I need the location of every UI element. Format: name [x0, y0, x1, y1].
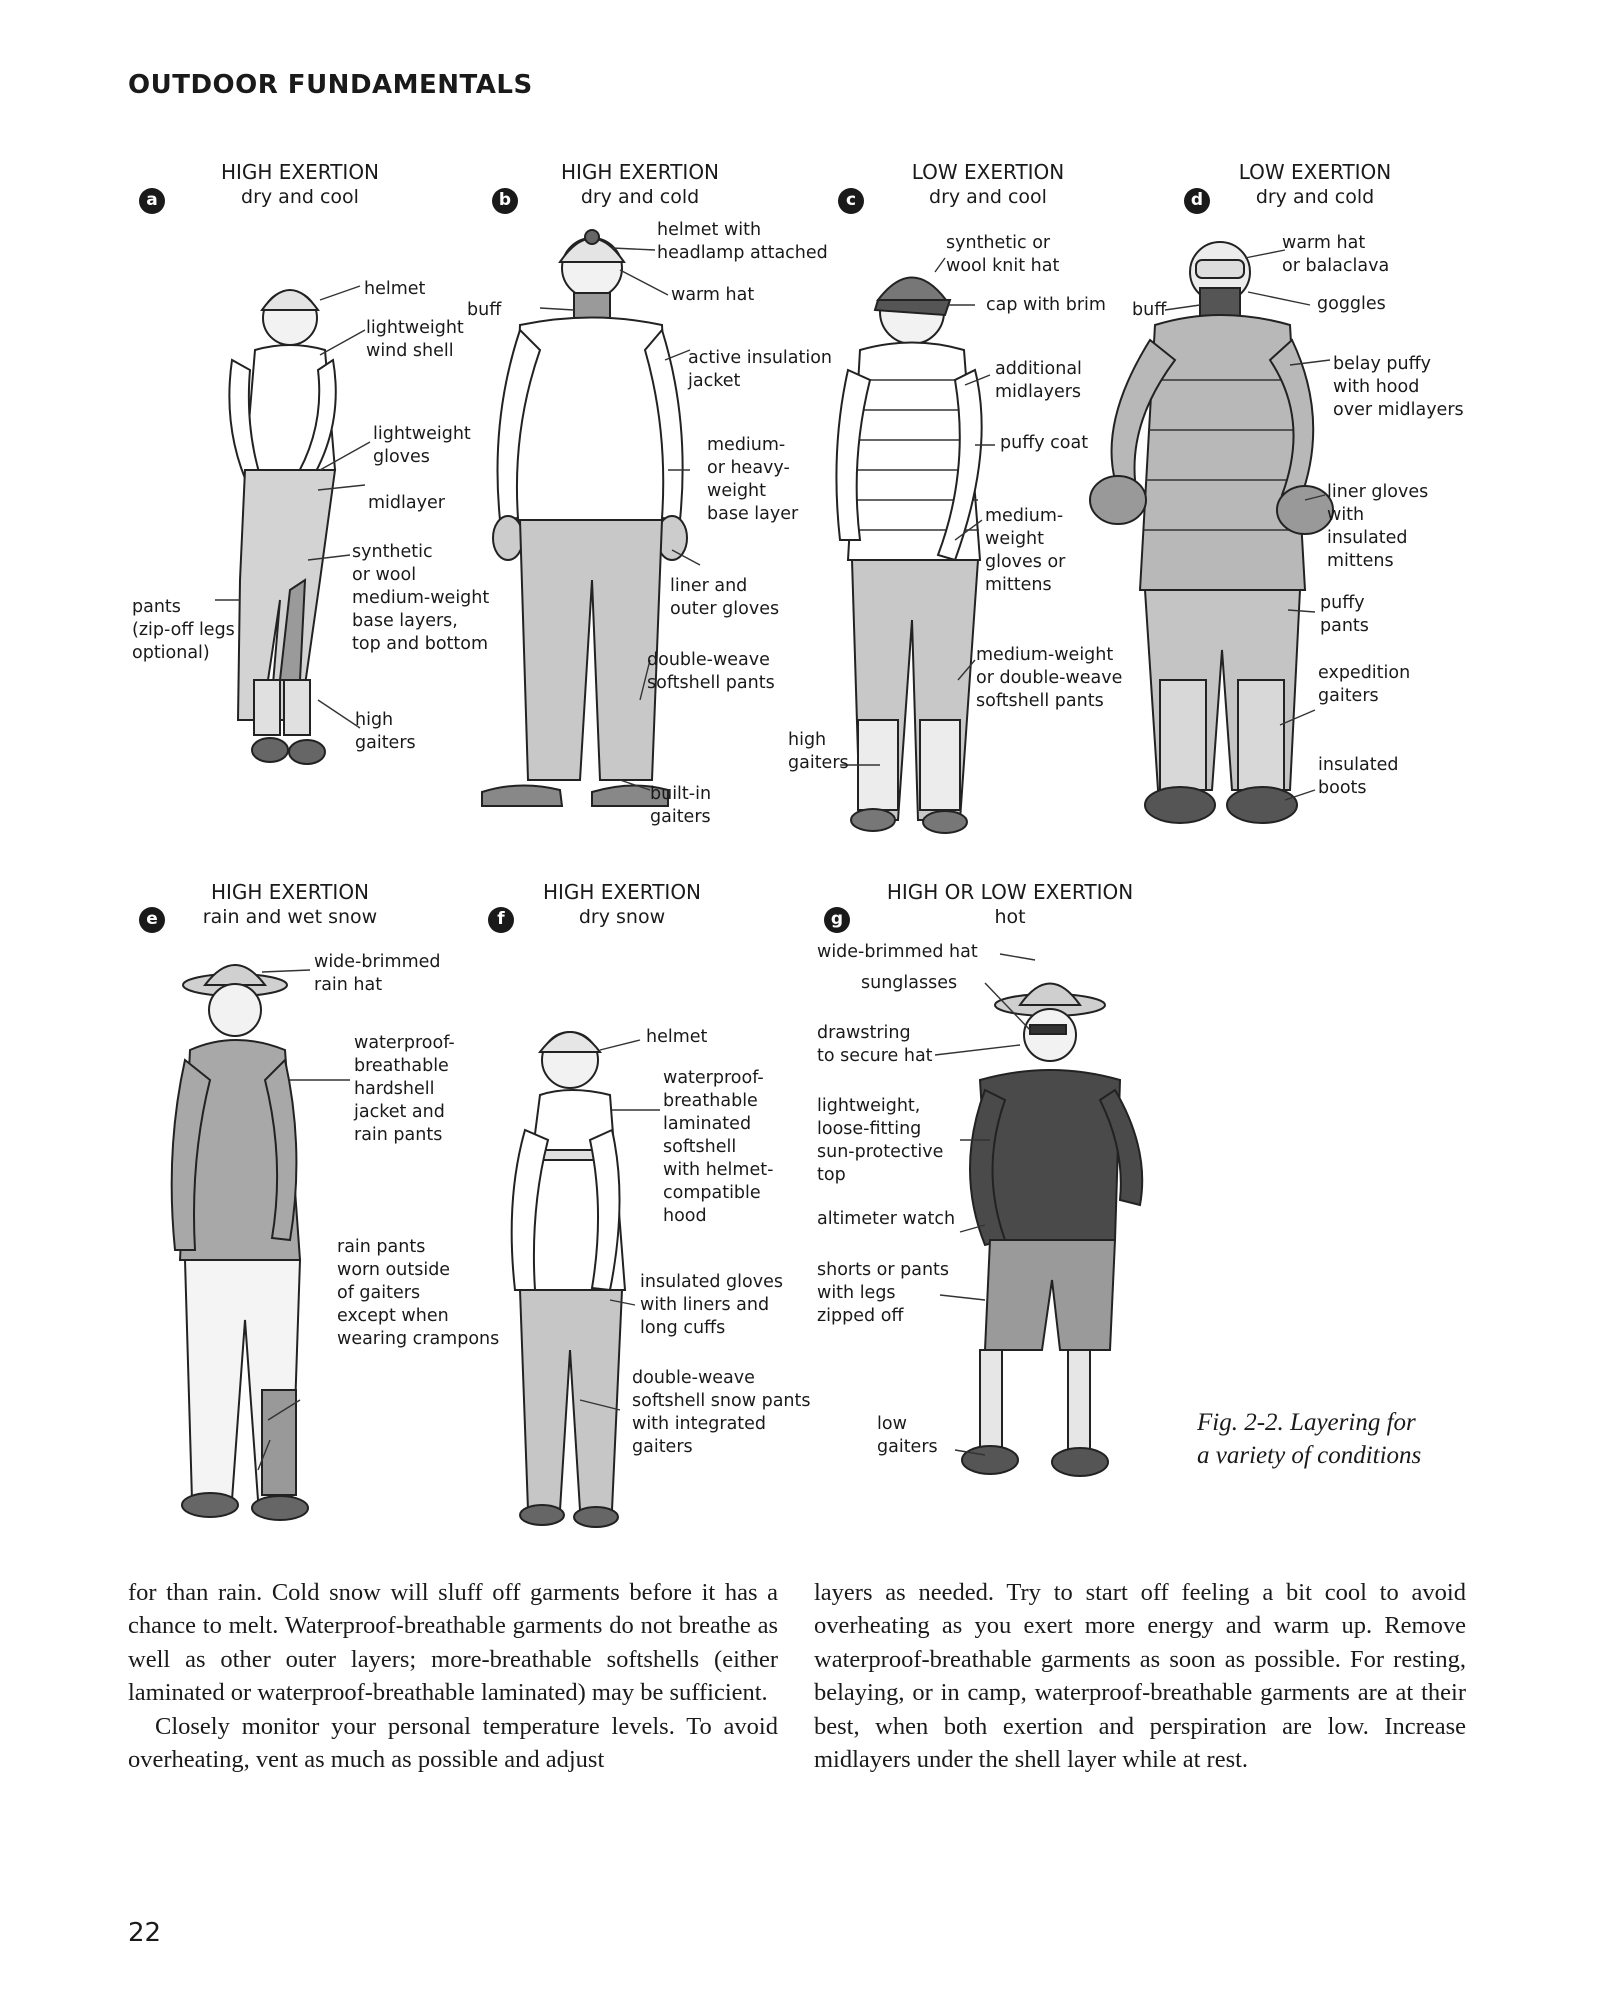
person-e-illustration	[172, 965, 308, 1520]
callout-label: synthetic or wool medium-weight base layers, top and bottom	[352, 542, 490, 654]
callout-label: medium-weight or double-weave softshell pants	[976, 645, 1123, 711]
callout-label: active insulation jacket	[688, 348, 833, 391]
panel-d-title: LOW EXERTION	[1238, 160, 1392, 184]
callout-label: waterproof- breathable hardshell jacket and rain pants	[354, 1033, 455, 1145]
panel-d-subtitle: dry and cold	[1255, 186, 1375, 208]
panel-f-subtitle: dry snow	[578, 906, 666, 928]
callout-label: goggles	[1317, 294, 1386, 314]
panel-e-subtitle: rain and wet snow	[202, 906, 378, 928]
callout-label: wide-brimmed rain hat	[314, 952, 441, 995]
callout-label: liner and outer gloves	[670, 576, 780, 619]
body-paragraph: layers as needed. Try to start off feeling a bit cool to avoid overheating as you exert more energy and warm up. Remove waterproof-breathable garments as soon as possible. For resting, belaying, or in camp, waterproof-breathable garments are at their best, when both exertion and perspiration are low. Increase midlayers under the shell layer while at rest.	[814, 1579, 1466, 1774]
panel-e-badge: e	[139, 907, 165, 933]
panel-e-title: HIGH EXERTION	[210, 880, 370, 904]
body-paragraph: for than rain. Cold snow will sluff off garments before it has a chance to melt. Waterproof-breathable garments do not breathe as well as other outer layers; more-breathable softshells (either laminated or waterproof-breathable laminated) may be sufficient.	[128, 1579, 778, 1707]
callout-label: midlayer	[368, 493, 445, 513]
body-paragraph: Closely monitor your personal temperature levels. To avoid overheating, vent as much as possible and adjust	[128, 1712, 778, 1774]
panel-f-title: HIGH EXERTION	[542, 880, 702, 904]
figure-caption: Fig. 2-2. Layering for a variety of conditions	[1197, 1409, 1422, 1469]
callout-label: medium- or heavy- weight base layer	[707, 435, 799, 524]
panel-f-badge: f	[488, 907, 514, 933]
person-b-illustration	[482, 230, 687, 806]
callout-label: waterproof- breathable laminated softshell with helmet- compatible hood	[663, 1068, 774, 1226]
callout-label: belay puffy with hood over midlayers	[1333, 354, 1464, 420]
callout-label: helmet	[364, 279, 426, 299]
callout-label: helmet	[646, 1027, 708, 1047]
person-c-illustration	[836, 278, 981, 834]
panel-e-heading	[180, 880, 400, 930]
panel-g-subtitle: hot	[994, 906, 1026, 928]
callout-label: built-in gaiters	[650, 784, 712, 827]
panel-c-badge: c	[838, 188, 864, 214]
callout-label: high gaiters	[355, 710, 416, 753]
callout-label: insulated boots	[1318, 755, 1399, 798]
callout-label: altimeter watch	[817, 1209, 956, 1229]
callout-label: double-weave softshell pants	[647, 650, 775, 693]
panel-a-badge: a	[139, 188, 165, 214]
callout-label: warm hat or balaclava	[1282, 233, 1390, 276]
person-g-illustration	[962, 984, 1142, 1477]
panel-d-badge: d	[1184, 188, 1210, 214]
callout-label: helmet with headlamp attached	[657, 220, 828, 263]
panel-a-subtitle: dry and cool	[241, 186, 359, 208]
callout-label: buff	[467, 300, 502, 320]
panel-b-subtitle: dry and cold	[580, 186, 700, 208]
callout-label: lightweight wind shell	[366, 318, 464, 361]
body-column-right	[814, 1576, 1466, 1776]
callout-label: low gaiters	[877, 1414, 938, 1457]
callout-label: double-weave softshell snow pants with integrated gaiters	[632, 1368, 811, 1457]
body-column-left	[128, 1576, 778, 1776]
callout-label: cap with brim	[986, 295, 1106, 315]
person-d-illustration	[1090, 242, 1333, 823]
panel-a-heading	[180, 160, 420, 210]
panel-d-heading	[1195, 160, 1435, 210]
callout-label: warm hat	[671, 285, 755, 305]
callout-label: liner gloves with insulated mittens	[1327, 482, 1429, 571]
panel-b-badge: b	[492, 188, 518, 214]
person-a-illustration	[229, 290, 335, 764]
callout-label: lightweight, loose-fitting sun-protective top	[817, 1096, 944, 1185]
callout-label: sunglasses	[861, 973, 958, 993]
callout-label: shorts or pants with legs zipped off	[817, 1260, 950, 1326]
panel-g-title: HIGH OR LOW EXERTION	[886, 880, 1134, 904]
panel-c-heading	[868, 160, 1108, 210]
panel-g-badge: g	[824, 907, 850, 933]
callout-label: wide-brimmed hat	[817, 942, 978, 962]
callout-label: puffy pants	[1320, 593, 1369, 636]
callout-label: insulated gloves with liners and long cuffs	[640, 1272, 783, 1338]
panel-f-heading	[512, 880, 732, 930]
page-number: 22	[128, 1918, 162, 1948]
panel-b-title: HIGH EXERTION	[560, 160, 720, 184]
panel-g-heading	[870, 880, 1150, 930]
callout-label: medium- weight gloves or mittens	[985, 506, 1066, 595]
callout-label: synthetic or wool knit hat	[946, 233, 1060, 276]
person-f-illustration	[512, 1032, 625, 1527]
callout-label: drawstring to secure hat	[817, 1023, 933, 1066]
callout-label: high gaiters	[788, 730, 849, 773]
panel-b-heading	[520, 160, 760, 210]
panel-a-title: HIGH EXERTION	[220, 160, 380, 184]
callout-label: expedition gaiters	[1318, 663, 1411, 706]
panel-c-subtitle: dry and cool	[929, 186, 1047, 208]
callout-label: puffy coat	[1000, 433, 1089, 453]
panel-c-title: LOW EXERTION	[911, 160, 1065, 184]
callout-label: pants (zip-off legs optional)	[132, 597, 235, 663]
callout-label: rain pants worn outside of gaiters except when wearing crampons	[337, 1237, 500, 1349]
callout-label: buff	[1132, 300, 1167, 320]
callout-label: additional midlayers	[995, 359, 1082, 402]
running-head: OUTDOOR FUNDAMENTALS	[128, 70, 533, 100]
callout-label: lightweight gloves	[373, 424, 471, 467]
